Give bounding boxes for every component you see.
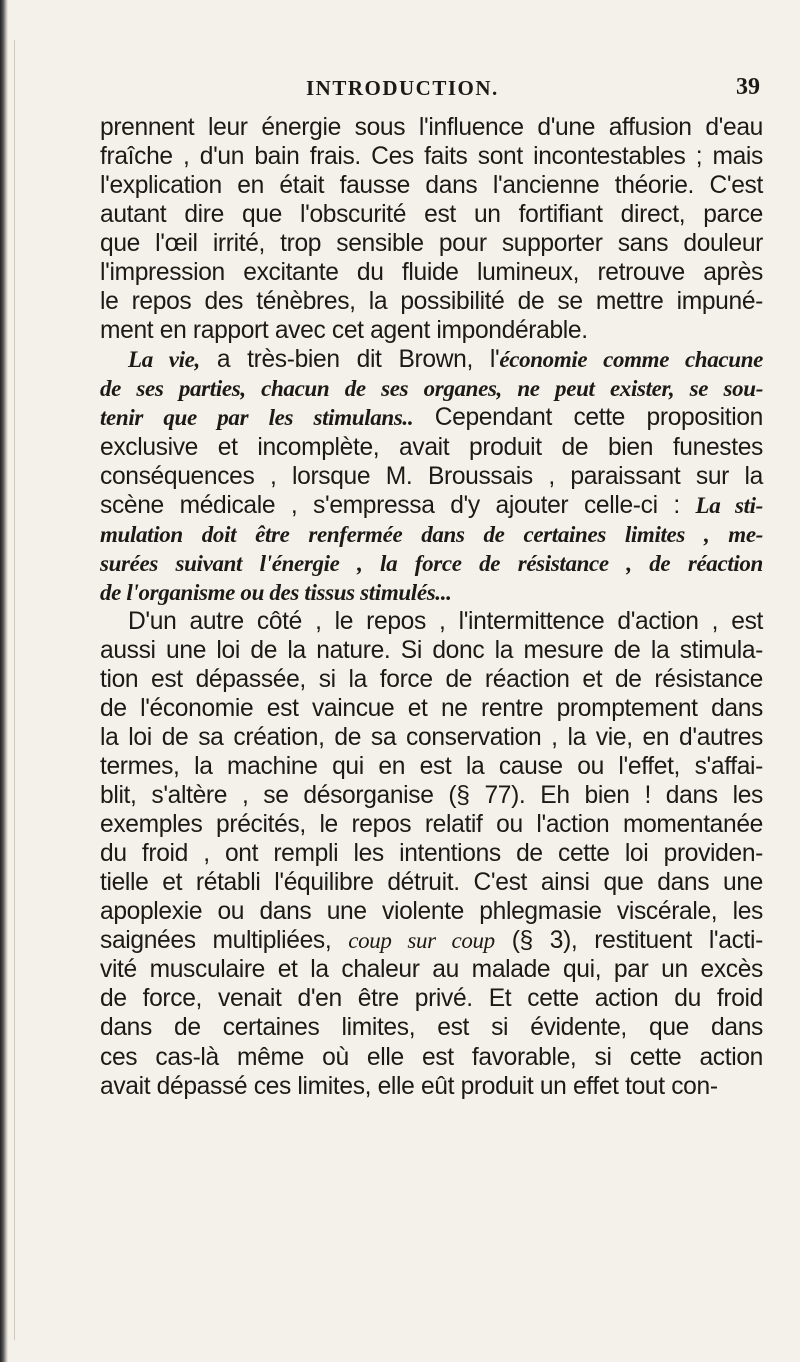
text-run: ces cas-là même où elle est favorable, si cette action <box>100 1043 763 1071</box>
text-run: tielle et rétabli l'équilibre détruit. C'est ainsi que dans une <box>100 869 763 897</box>
italic-text-run: tenir que par les stimulans.. <box>100 405 414 431</box>
text-run: autant dire que l'obscurité est un fortifiant direct, parce <box>100 201 763 229</box>
text-line <box>100 287 763 316</box>
text-run: l'explication en était fausse dans l'ancienne théorie. C'est <box>100 172 763 200</box>
text-line <box>100 781 763 810</box>
body-text <box>100 113 763 1101</box>
text-run: la loi de sa création, de sa conservation , la vie, en d'autres <box>100 723 763 751</box>
italic-text-run: La sti- <box>695 492 763 518</box>
text-line <box>100 839 763 868</box>
text-run: Cependant cette proposition <box>413 404 763 432</box>
text-run: de force, venait d'en être privé. Et cette action du froid <box>100 985 763 1013</box>
italic-text-run: économie comme chacune <box>499 347 763 373</box>
text-line <box>100 549 763 578</box>
italic-text-run: La vie, <box>128 347 200 373</box>
text-line <box>100 462 763 491</box>
text-run: ment en rapport avec cet agent impondérable. <box>100 317 588 345</box>
text-run: du froid , ont rempli les intentions de cette loi providen- <box>100 840 763 868</box>
text-line <box>100 897 763 926</box>
text-line <box>100 752 763 781</box>
text-line <box>100 433 763 462</box>
text-line <box>100 926 763 955</box>
page-fold-line <box>14 40 15 1340</box>
text-run: (§ 3), restituent l'acti- <box>494 927 763 955</box>
text-run: a très-bien dit Brown, l' <box>199 346 500 374</box>
text-line <box>100 665 763 694</box>
text-line <box>100 1013 763 1042</box>
text-line <box>100 171 763 200</box>
text-run: avait dépassé ces limites, elle eût produit un effet tout con- <box>100 1072 718 1100</box>
text-line <box>100 955 763 984</box>
page-header <box>100 76 760 106</box>
italic-text-run: de ses parties, chacun de ses organes, ne peut exister, se sou- <box>100 376 763 402</box>
text-line <box>100 113 763 142</box>
text-run: aussi une loi de la nature. Si donc la mesure de la stimula- <box>100 636 763 664</box>
text-line <box>100 607 763 636</box>
running-title: INTRODUCTION. <box>306 76 499 100</box>
text-line <box>100 723 763 752</box>
text-run: termes, la machine qui en est la cause ou l'effet, s'affai- <box>100 753 763 781</box>
page-binding-edge <box>0 0 8 1362</box>
italic-text-run: surées suivant l'énergie , la force de résistance , de réaction <box>100 550 763 576</box>
text-run: dans de certaines limites, est si évidente, que dans <box>100 1014 763 1042</box>
text-line <box>100 345 763 374</box>
text-line <box>100 258 763 287</box>
page-number: 39 <box>736 74 760 100</box>
text-run: tion est dépassée, si la force de réaction et de résistance <box>100 665 763 693</box>
text-line <box>100 694 763 723</box>
text-line <box>100 374 763 403</box>
text-line <box>100 229 763 258</box>
text-run: apoplexie ou dans une violente phlegmasie viscérale, les <box>100 898 763 926</box>
text-line <box>100 403 763 432</box>
text-line <box>100 636 763 665</box>
text-line <box>100 520 763 549</box>
text-run: exemples précités, le repos relatif ou l'action momentanée <box>100 811 763 839</box>
text-line <box>100 984 763 1013</box>
text-line <box>100 578 763 607</box>
text-line <box>100 868 763 897</box>
text-run: saignées multipliées, <box>100 927 349 955</box>
text-line <box>100 316 763 345</box>
text-line <box>100 1043 763 1072</box>
text-run: exclusive et incomplète, avait produit de bien funestes <box>100 433 763 461</box>
text-run: scène médicale , s'empressa d'y ajouter celle-ci : <box>100 491 696 519</box>
text-run: le repos des ténèbres, la possibilité de se mettre impuné- <box>100 288 763 316</box>
text-run: vité musculaire et la chaleur au malade qui, par un excès <box>100 956 763 984</box>
text-run: que l'œil irrité, trop sensible pour supporter sans douleur <box>100 230 763 258</box>
text-run: l'impression excitante du fluide lumineux, retrouve après <box>100 259 763 287</box>
text-run: blit, s'altère , se désorganise (§ 77). Eh bien ! dans les <box>100 782 763 810</box>
text-line <box>100 142 763 171</box>
text-run: fraîche , d'un bain frais. Ces faits sont incontestables ; mais <box>100 143 763 171</box>
italic-text-run: mulation doit être renfermée dans de certaines limites , me- <box>100 521 763 547</box>
text-run: de l'économie est vaincue et ne rentre promptement dans <box>100 694 763 722</box>
italic-text-run: coup sur coup <box>348 928 495 954</box>
text-line <box>100 200 763 229</box>
text-run: conséquences , lorsque M. Broussais , paraissant sur la <box>100 462 763 490</box>
text-line <box>100 1072 763 1101</box>
text-line <box>100 491 763 520</box>
text-run: D'un autre côté , le repos , l'intermittence d'action , est <box>128 607 763 635</box>
italic-text-run: de l'organisme ou des tissus stimulés... <box>100 579 452 605</box>
text-run: prennent leur énergie sous l'influence d'une affusion d'eau <box>100 114 763 141</box>
text-line <box>100 810 763 839</box>
